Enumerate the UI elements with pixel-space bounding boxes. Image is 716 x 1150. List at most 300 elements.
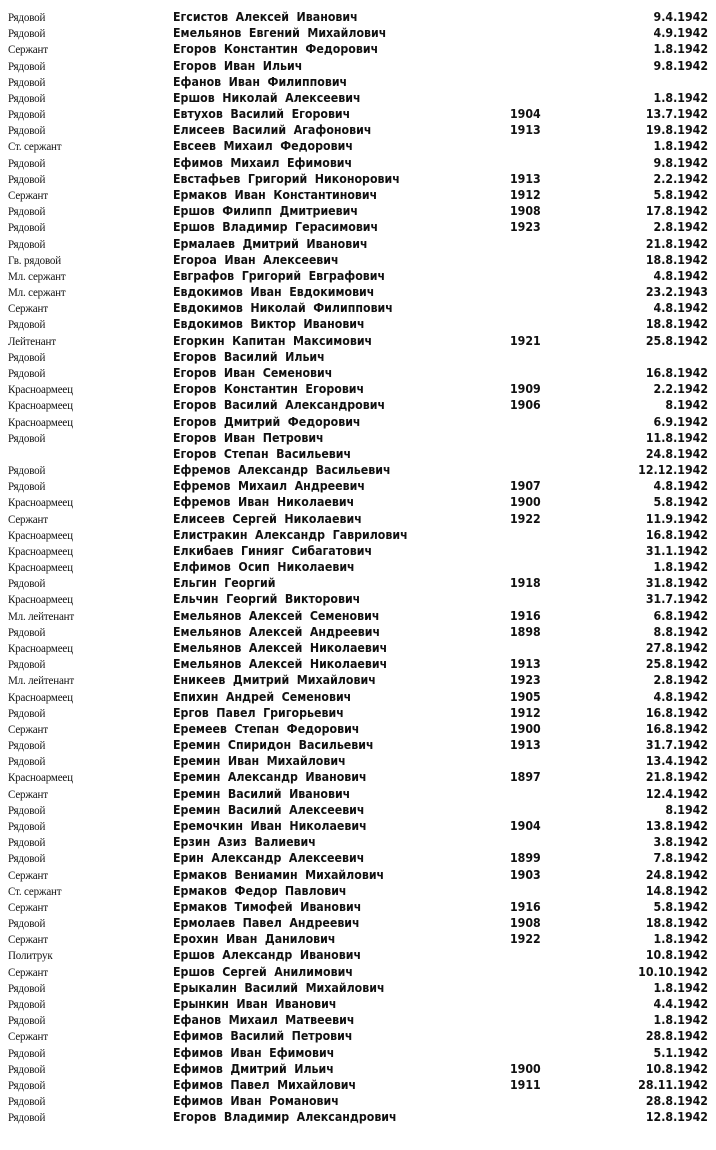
rank-cell: Мл. сержант	[8, 268, 66, 283]
name-cell: Ефимов Василий Петрович	[173, 1029, 353, 1044]
list-item	[0, 1077, 716, 1093]
name-cell: Егоров Василий Александрович	[173, 398, 386, 413]
name-cell: Егсистов Алексей Иванович	[173, 10, 358, 24]
name-cell: Евсеев Михаил Федорович	[173, 139, 353, 154]
list-item	[0, 236, 716, 252]
rank-cell: Рядовой	[8, 123, 46, 138]
list-item	[0, 219, 716, 235]
rank-cell: Рядовой	[8, 463, 46, 478]
rank-cell: Сержант	[8, 1029, 48, 1044]
birth-year-cell: 1899	[510, 851, 541, 866]
name-cell: Ельчин Георгий Викторович	[173, 592, 361, 607]
rank-cell: Рядовой	[8, 1061, 46, 1076]
date-cell: 2.8.1942	[653, 220, 708, 235]
rank-cell: Рядовой	[8, 1110, 46, 1125]
list-item	[0, 9, 716, 25]
name-cell: Еремин Иван Михайлович	[173, 754, 346, 769]
rank-cell: Сержант	[8, 964, 48, 979]
date-cell: 4.8.1942	[653, 268, 708, 283]
date-cell: 18.8.1942	[645, 252, 708, 267]
birth-year-cell: 1923	[510, 220, 541, 235]
name-cell: Елфимов Осип Николаевич	[173, 560, 355, 575]
name-cell: Евдокимов Иван Евдокимович	[173, 285, 375, 300]
name-cell: Елисеев Василий Агафонович	[173, 123, 372, 138]
date-cell: 31.1.1942	[645, 543, 708, 558]
name-cell: Ефимов Павел Михайлович	[173, 1077, 357, 1092]
date-cell: 27.8.1942	[645, 641, 708, 656]
name-cell: Ерынкин Иван Иванович	[173, 996, 337, 1011]
name-cell: Егоров Константин Федорович	[173, 42, 379, 57]
rank-cell: Рядовой	[8, 738, 46, 753]
list-item	[0, 656, 716, 672]
date-cell: 4.9.1942	[653, 26, 708, 41]
date-cell: 3.8.1942	[653, 835, 708, 850]
rank-cell: Рядовой	[8, 90, 46, 105]
list-item	[0, 430, 716, 446]
rank-cell: Рядовой	[8, 819, 46, 833]
birth-year-cell: 1923	[510, 673, 541, 688]
rank-cell: Сержант	[8, 187, 48, 202]
rank-cell: Политрук	[8, 948, 53, 963]
birth-year-cell: 1903	[510, 867, 541, 882]
date-cell: 23.2.1943	[645, 285, 708, 300]
birth-year-cell: 1912	[510, 705, 541, 720]
name-cell: Ерин Александр Алексеевич	[173, 851, 365, 866]
birth-year-cell: 1922	[510, 932, 541, 947]
name-cell: Егоров Иван Семенович	[173, 365, 333, 380]
list-item	[0, 591, 716, 607]
rank-cell: Рядовой	[8, 220, 46, 235]
birth-year-cell: 1922	[510, 511, 541, 526]
date-cell: 21.8.1942	[645, 770, 708, 785]
rank-cell: Сержант	[8, 867, 48, 882]
name-cell: Ершов Сергей Анилимович	[173, 964, 353, 979]
date-cell: 2.8.1942	[653, 673, 708, 688]
list-item	[0, 753, 716, 769]
list-item	[0, 25, 716, 41]
name-cell: Ермолаев Павел Андреевич	[173, 916, 360, 931]
list-item	[0, 996, 716, 1012]
list-item	[0, 608, 716, 624]
list-item	[0, 171, 716, 187]
name-cell: Еникеев Дмитрий Михайлович	[173, 673, 376, 688]
date-cell: 25.8.1942	[645, 333, 708, 348]
birth-year-cell: 1907	[510, 479, 541, 494]
list-item	[0, 672, 716, 688]
date-cell: 19.8.1942	[645, 123, 708, 138]
date-cell: 16.8.1942	[645, 365, 708, 380]
rank-cell: Мл. сержант	[8, 285, 66, 300]
rank-cell: Сержант	[8, 42, 48, 57]
list-item	[0, 349, 716, 365]
name-cell: Ершов Николай Алексеевич	[173, 90, 361, 105]
date-cell: 6.9.1942	[653, 414, 708, 429]
date-cell: 1.8.1942	[653, 42, 708, 57]
list-item	[0, 867, 716, 883]
rank-cell: Сержант	[8, 301, 48, 316]
name-cell: Ершов Филипп Дмитриевич	[173, 204, 358, 219]
name-cell: Епихин Андрей Семенович	[173, 689, 352, 704]
date-cell: 8.1942	[665, 398, 708, 413]
rank-cell: Рядовой	[8, 204, 46, 219]
name-cell: Еремочкин Иван Николаевич	[173, 819, 367, 833]
list-item	[0, 284, 716, 300]
list-item	[0, 737, 716, 753]
date-cell: 1.8.1942	[653, 1013, 708, 1028]
list-item	[0, 300, 716, 316]
date-cell: 31.8.1942	[645, 576, 708, 591]
date-cell: 28.11.1942	[638, 1077, 708, 1092]
rank-cell: Красноармеец	[8, 543, 73, 558]
name-cell: Ерзин Азиз Валиевич	[173, 835, 316, 850]
date-cell: 1.8.1942	[653, 139, 708, 154]
name-cell: Ефремов Михаил Андреевич	[173, 479, 365, 494]
name-cell: Егоров Константин Егорович	[173, 382, 365, 397]
date-cell: 13.4.1942	[645, 754, 708, 769]
list-item	[0, 138, 716, 154]
date-cell: 10.10.1942	[638, 964, 708, 979]
date-cell: 18.8.1942	[645, 317, 708, 332]
name-cell: Елисеев Сергей Николаевич	[173, 511, 362, 526]
rank-cell: Красноармеец	[8, 689, 73, 704]
rank-cell: Мл. лейтенант	[8, 608, 75, 623]
date-cell: 9.8.1942	[653, 58, 708, 73]
rank-cell: Рядовой	[8, 430, 46, 445]
birth-year-cell: 1911	[510, 1077, 541, 1092]
list-item	[0, 122, 716, 138]
birth-year-cell: 1913	[510, 738, 541, 753]
birth-year-cell: 1921	[510, 333, 541, 348]
name-cell: Емельянов Алексей Семенович	[173, 608, 380, 623]
name-cell: Егоров Иван Петрович	[173, 430, 324, 445]
birth-year-cell: 1913	[510, 123, 541, 138]
birth-year-cell: 1905	[510, 689, 541, 704]
name-cell: Ерыкалин Василий Михайлович	[173, 980, 385, 995]
rank-cell: Красноармеец	[8, 382, 73, 397]
date-cell: 10.8.1942	[645, 1061, 708, 1076]
date-cell: 13.8.1942	[645, 819, 708, 833]
date-cell: 5.8.1942	[653, 899, 708, 914]
date-cell: 18.8.1942	[645, 916, 708, 931]
name-cell: Ергов Павел Григорьевич	[173, 705, 344, 720]
rank-cell: Рядовой	[8, 851, 46, 866]
date-cell: 6.8.1942	[653, 608, 708, 623]
rank-cell: Красноармеец	[8, 641, 73, 656]
name-cell: Егоров Владимир Александрович	[173, 1110, 397, 1125]
name-cell: Ефремов Александр Васильевич	[173, 463, 391, 478]
date-cell: 4.8.1942	[653, 479, 708, 494]
name-cell: Егоров Дмитрий Федорович	[173, 414, 361, 429]
name-cell: Егоров Василий Ильич	[173, 349, 325, 364]
name-cell: Емельянов Алексей Николаевич	[173, 657, 388, 672]
name-cell: Еремин Спиридон Васильевич	[173, 738, 374, 753]
birth-year-cell: 1918	[510, 576, 541, 591]
list-item	[0, 689, 716, 705]
rank-cell: Рядовой	[8, 479, 46, 494]
rank-cell: Сержант	[8, 899, 48, 914]
date-cell: 11.8.1942	[645, 430, 708, 445]
list-item	[0, 624, 716, 640]
rank-cell: Рядовой	[8, 1077, 46, 1092]
list-item	[0, 446, 716, 462]
list-item	[0, 575, 716, 591]
birth-year-cell: 1913	[510, 171, 541, 186]
name-cell: Ермалаев Дмитрий Иванович	[173, 236, 368, 251]
list-item	[0, 187, 716, 203]
rank-cell: Сержант	[8, 786, 48, 801]
date-cell: 10.8.1942	[645, 948, 708, 963]
birth-year-cell: 1908	[510, 916, 541, 931]
date-cell: 24.8.1942	[645, 446, 708, 461]
list-item	[0, 769, 716, 785]
birth-year-cell: 1916	[510, 899, 541, 914]
list-item	[0, 527, 716, 543]
list-item	[0, 559, 716, 575]
rank-cell: Рядовой	[8, 317, 46, 332]
rank-cell: Рядовой	[8, 705, 46, 720]
rank-cell: Красноармеец	[8, 527, 73, 542]
rank-cell: Рядовой	[8, 802, 46, 817]
date-cell: 4.8.1942	[653, 689, 708, 704]
name-cell: Елистракин Александр Гаврилович	[173, 527, 408, 542]
date-cell: 12.12.1942	[638, 463, 708, 478]
date-cell: 11.9.1942	[645, 511, 708, 526]
date-cell: 1.8.1942	[653, 932, 708, 947]
rank-cell: Красноармеец	[8, 560, 73, 575]
name-cell: Еремин Александр Иванович	[173, 770, 367, 785]
name-cell: Евдокимов Николай Филиппович	[173, 301, 393, 316]
list-item	[0, 58, 716, 74]
rank-cell: Красноармеец	[8, 770, 73, 785]
rank-cell: Рядовой	[8, 74, 46, 89]
rank-cell: Гв. рядовой	[8, 252, 61, 267]
name-cell: Емельянов Алексей Николаевич	[173, 641, 388, 656]
birth-year-cell: 1900	[510, 495, 541, 510]
rank-cell: Сержант	[8, 511, 48, 526]
date-cell: 14.8.1942	[645, 883, 708, 898]
date-cell: 24.8.1942	[645, 867, 708, 882]
list-item	[0, 850, 716, 866]
rank-cell: Сержант	[8, 932, 48, 947]
date-cell: 5.8.1942	[653, 495, 708, 510]
list-item	[0, 74, 716, 90]
name-cell: Ершов Владимир Герасимович	[173, 220, 379, 235]
date-cell: 4.8.1942	[653, 301, 708, 316]
list-item	[0, 931, 716, 947]
rank-cell: Мл. лейтенант	[8, 673, 75, 688]
name-cell: Ефимов Иван Ефимович	[173, 1045, 335, 1060]
birth-year-cell: 1904	[510, 819, 541, 833]
list-item	[0, 834, 716, 850]
date-cell: 1.8.1942	[653, 980, 708, 995]
name-cell: Ефанов Иван Филиппович	[173, 74, 348, 89]
name-cell: Евтухов Василий Егорович	[173, 107, 351, 122]
rank-cell: Рядовой	[8, 996, 46, 1011]
name-cell: Ермаков Федор Павлович	[173, 883, 347, 898]
rank-cell: Рядовой	[8, 349, 46, 364]
date-cell: 31.7.1942	[645, 738, 708, 753]
rank-cell: Рядовой	[8, 576, 46, 591]
rank-cell: Рядовой	[8, 657, 46, 672]
list-item	[0, 268, 716, 284]
list-item	[0, 1061, 716, 1077]
rank-cell: Рядовой	[8, 365, 46, 380]
list-item	[0, 414, 716, 430]
rank-cell: Рядовой	[8, 107, 46, 122]
date-cell: 4.4.1942	[653, 996, 708, 1011]
birth-year-cell: 1904	[510, 107, 541, 122]
name-cell: Еремин Василий Алексеевич	[173, 802, 365, 817]
list-item	[0, 203, 716, 219]
list-item	[0, 462, 716, 478]
rank-cell: Красноармеец	[8, 414, 73, 429]
date-cell: 16.8.1942	[645, 527, 708, 542]
birth-year-cell: 1906	[510, 398, 541, 413]
rank-cell: Рядовой	[8, 171, 46, 186]
name-cell: Ерохин Иван Данилович	[173, 932, 336, 947]
rank-cell: Красноармеец	[8, 495, 73, 510]
list-item	[0, 947, 716, 963]
date-cell: 7.8.1942	[653, 851, 708, 866]
list-item	[0, 721, 716, 737]
rank-cell: Ст. сержант	[8, 883, 62, 898]
list-item	[0, 786, 716, 802]
date-cell: 17.8.1942	[645, 204, 708, 219]
rank-cell: Рядовой	[8, 236, 46, 251]
rank-cell: Рядовой	[8, 26, 46, 41]
date-cell: 21.8.1942	[645, 236, 708, 251]
name-cell: Евдокимов Виктор Иванович	[173, 317, 365, 332]
list-item	[0, 802, 716, 818]
date-cell: 13.7.1942	[645, 107, 708, 122]
name-cell: Егоров Степан Васильевич	[173, 446, 352, 461]
birth-year-cell: 1912	[510, 187, 541, 202]
birth-year-cell: 1898	[510, 624, 541, 639]
rank-cell: Ст. сержант	[8, 139, 62, 154]
date-cell: 2.2.1942	[653, 171, 708, 186]
list-item	[0, 705, 716, 721]
list-item	[0, 980, 716, 996]
rank-cell: Рядовой	[8, 835, 46, 850]
date-cell: 1.8.1942	[653, 90, 708, 105]
date-cell: 28.8.1942	[645, 1029, 708, 1044]
date-cell: 8.1942	[665, 802, 708, 817]
birth-year-cell: 1909	[510, 382, 541, 397]
name-cell: Ефанов Михаил Матвеевич	[173, 1013, 355, 1028]
birth-year-cell: 1897	[510, 770, 541, 785]
rank-cell: Рядовой	[8, 754, 46, 769]
rank-cell: Рядовой	[8, 155, 46, 170]
list-item	[0, 397, 716, 413]
name-cell: Ершов Александр Иванович	[173, 948, 362, 963]
rank-cell: Красноармеец	[8, 398, 73, 413]
name-cell: Евграфов Григорий Евграфович	[173, 268, 386, 283]
list-item	[0, 964, 716, 980]
rank-cell: Рядовой	[8, 58, 46, 73]
name-cell: Ефремов Иван Николаевич	[173, 495, 355, 510]
name-cell: Евстафьев Григорий Никонорович	[173, 171, 400, 186]
name-cell: Егороа Иван Алексеевич	[173, 252, 339, 267]
name-cell: Ефимов Михаил Ефимович	[173, 155, 353, 170]
birth-year-cell: 1900	[510, 721, 541, 736]
birth-year-cell: 1913	[510, 657, 541, 672]
birth-year-cell: 1900	[510, 1061, 541, 1076]
list-item	[0, 883, 716, 899]
date-cell: 28.8.1942	[645, 1094, 708, 1109]
date-cell: 9.4.1942	[653, 10, 708, 24]
list-item	[0, 1093, 716, 1109]
name-cell: Ермаков Иван Константинович	[173, 187, 378, 202]
list-item	[0, 640, 716, 656]
rank-cell: Красноармеец	[8, 592, 73, 607]
rank-cell: Рядовой	[8, 1045, 46, 1060]
date-cell: 12.4.1942	[645, 786, 708, 801]
rank-cell: Лейтенант	[8, 333, 56, 348]
list-item	[0, 316, 716, 332]
date-cell: 16.8.1942	[645, 721, 708, 736]
list-item	[0, 1045, 716, 1061]
birth-year-cell: 1908	[510, 204, 541, 219]
name-cell: Емельянов Евгений Михайлович	[173, 26, 387, 41]
name-cell: Еремеев Степан Федорович	[173, 721, 360, 736]
list-item	[0, 478, 716, 494]
date-cell: 16.8.1942	[645, 705, 708, 720]
date-cell: 9.8.1942	[653, 155, 708, 170]
list-item	[0, 1012, 716, 1028]
name-cell: Елкибаев Гинияг Сибагатович	[173, 543, 373, 558]
birth-year-cell: 1916	[510, 608, 541, 623]
date-cell: 5.8.1942	[653, 187, 708, 202]
rank-cell: Рядовой	[8, 1094, 46, 1109]
rank-cell: Рядовой	[8, 1013, 46, 1028]
date-cell: 8.8.1942	[653, 624, 708, 639]
list-item	[0, 899, 716, 915]
rank-cell: Рядовой	[8, 10, 46, 24]
date-cell: 31.7.1942	[645, 592, 708, 607]
list-item	[0, 155, 716, 171]
list-item	[0, 1028, 716, 1044]
list-item	[0, 381, 716, 397]
name-cell: Еремин Василий Иванович	[173, 786, 351, 801]
list-item	[0, 543, 716, 559]
name-cell: Ермаков Тимофей Иванович	[173, 899, 362, 914]
rank-cell: Рядовой	[8, 624, 46, 639]
date-cell: 12.8.1942	[645, 1110, 708, 1125]
list-item	[0, 252, 716, 268]
list-item	[0, 818, 716, 834]
rank-cell: Рядовой	[8, 980, 46, 995]
list-item	[0, 333, 716, 349]
name-cell: Егоркин Капитан Максимович	[173, 333, 373, 348]
name-cell: Ефимов Иван Романович	[173, 1094, 339, 1109]
list-item	[0, 365, 716, 381]
name-cell: Егоров Иван Ильич	[173, 58, 303, 73]
name-cell: Ефимов Дмитрий Ильич	[173, 1061, 334, 1076]
rank-cell: Рядовой	[8, 916, 46, 931]
rank-cell: Сержант	[8, 721, 48, 736]
date-cell: 25.8.1942	[645, 657, 708, 672]
name-cell: Ельгин Георгий	[173, 576, 276, 591]
name-cell: Ермаков Вениамин Михайлович	[173, 867, 385, 882]
list-item	[0, 511, 716, 527]
list-item	[0, 494, 716, 510]
date-cell: 2.2.1942	[653, 382, 708, 397]
list-item	[0, 106, 716, 122]
list-item	[0, 915, 716, 931]
list-item	[0, 1109, 716, 1125]
list-item	[0, 90, 716, 106]
date-cell: 1.8.1942	[653, 560, 708, 575]
